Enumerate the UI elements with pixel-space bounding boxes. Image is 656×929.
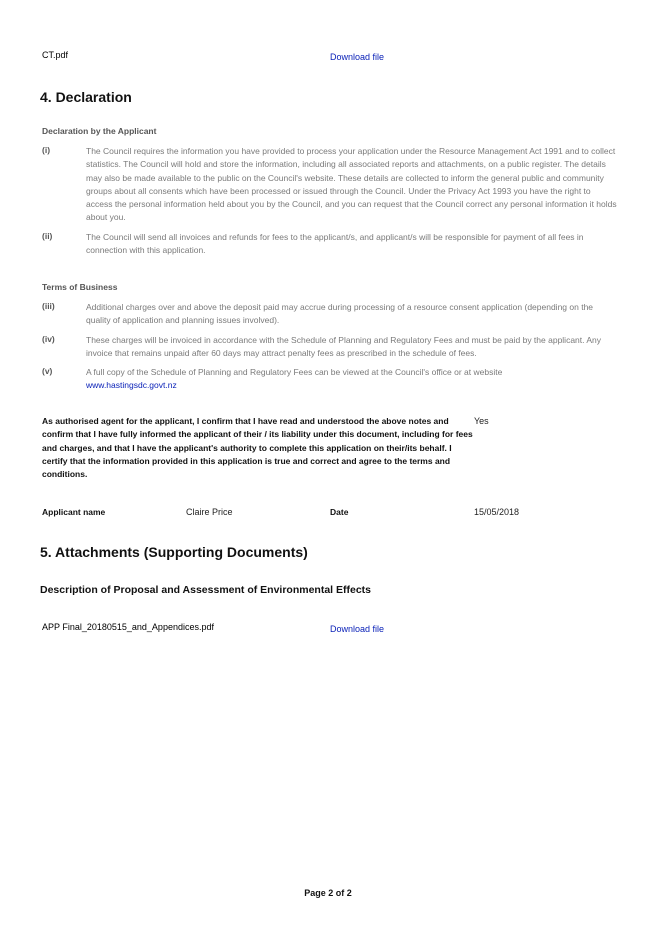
- declaration-subheading: Declaration by the Applicant: [42, 126, 157, 136]
- declaration-item-ii: [42, 231, 617, 259]
- section-heading-declaration: 4. Declaration: [40, 89, 132, 105]
- date-value: 15/05/2018: [474, 507, 520, 517]
- terms-item-v: [42, 366, 617, 394]
- applicant-name-value: Claire Price: [186, 507, 233, 517]
- item-text: Additional charges over and above the deposit paid may accrue during processing of a resource consent application (depending on the quality of application and planning issues involved).: [86, 302, 594, 326]
- item-number: (ii): [42, 231, 53, 241]
- confirmation-answer: Yes: [474, 416, 489, 426]
- download-file-link-app[interactable]: Download file: [330, 624, 385, 634]
- applicant-name-label: Applicant name: [42, 507, 106, 517]
- section-heading-attachments: 5. Attachments (Supporting Documents): [40, 544, 308, 560]
- item-text: These charges will be invoiced in accordance with the Schedule of Planning and Regulatory Fees and must be paid by the applicant. Any invoice that remains unpaid after 60 days may attract penalty fees as prescribed in the schedule of fees.: [86, 335, 602, 359]
- item-number: (i): [42, 145, 51, 155]
- terms-subheading: Terms of Business: [42, 282, 118, 292]
- item-text: A full copy of the Schedule of Planning and Regulatory Fees can be viewed at the Council's office or at website: [86, 367, 503, 377]
- file-name-ct: CT.pdf: [42, 50, 69, 60]
- file-name-app: APP Final_20180515_and_Appendices.pdf: [42, 622, 214, 632]
- item-number: (iii): [42, 301, 55, 311]
- declaration-item-i: [42, 145, 617, 227]
- date-label: Date: [330, 507, 349, 517]
- item-text: The Council requires the information you have provided to process your application under the Resource Management Act 1991 and to collect statistics. The Council will hold and store the information, including all associated reports and attachments, on a public register. The details may also be made available to the public on the Council's website. These details are collected to inform the general public and community groups about all consents which have been processed or issued through the Council. Under the Privacy Act 1993 you have the right to access the personal information held about you by the Council, and you can request that the Council correct any personal information it holds about you.: [86, 146, 617, 223]
- terms-item-iv: [42, 334, 617, 362]
- terms-item-iii: [42, 301, 617, 329]
- download-file-link-ct[interactable]: Download file: [330, 52, 385, 62]
- page-number: Page 2 of 2: [304, 888, 352, 898]
- attachments-subheading: Description of Proposal and Assessment of Environmental Effects: [40, 584, 372, 596]
- council-website-link[interactable]: www.hastingsdc.govt.nz: [86, 380, 177, 391]
- item-number: (iv): [42, 334, 55, 344]
- item-number: (v): [42, 366, 53, 376]
- confirmation-statement: As authorised agent for the applicant, I confirm that I have read and understood the above notes and confirm that I have fully informed the applicant of their / its liability under this document, including for fees and charges, and that I have the applicant's authority to complete this application on their/its behalf. I certify that the information provided in this application is true and correct and agree to the terms and conditions.: [42, 416, 473, 480]
- item-text: The Council will send all invoices and refunds for fees to the applicant/s, and applicant/s will be responsible for payment of all fees in connection with this application.: [86, 232, 584, 256]
